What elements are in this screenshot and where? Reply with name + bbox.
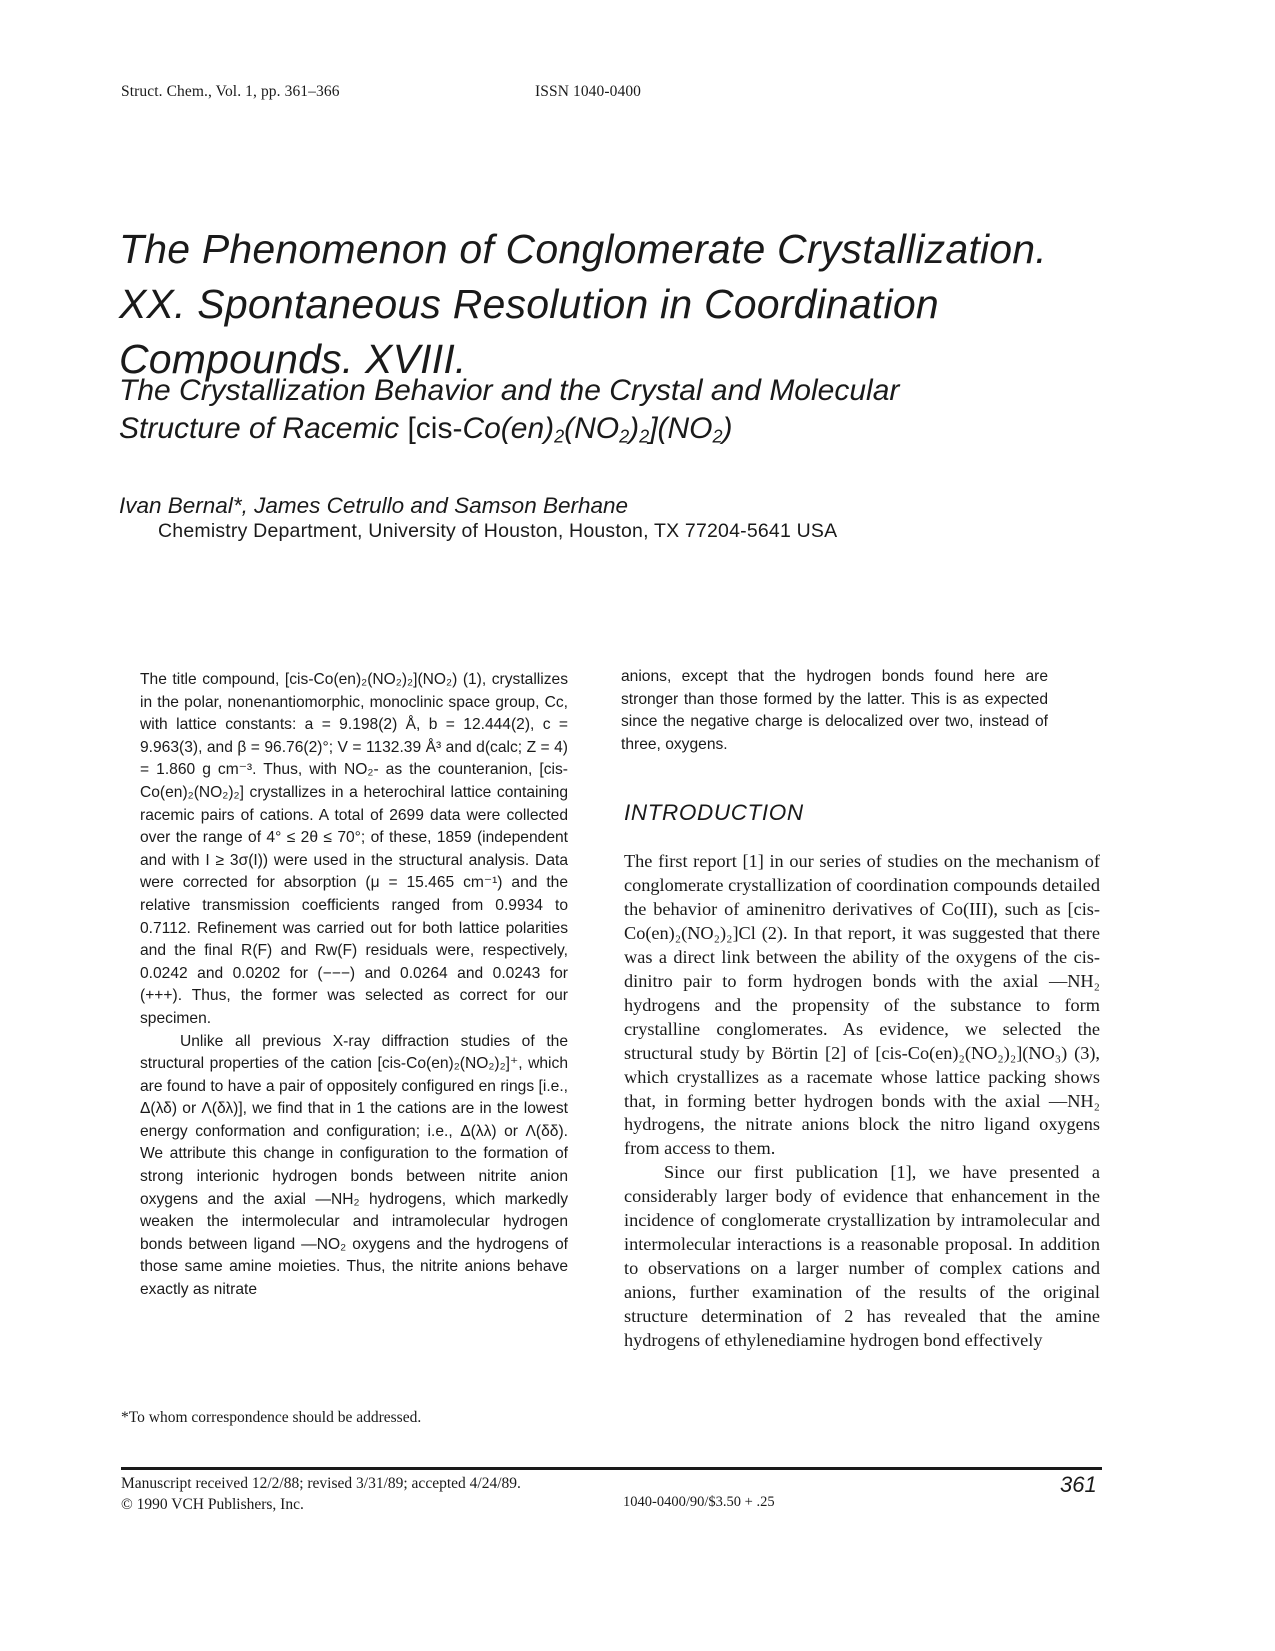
footer-dates bbox=[121, 1473, 521, 1515]
formula-part: ) bbox=[629, 412, 640, 445]
formula-subscript: 2 bbox=[639, 426, 650, 447]
formula-part: [cis- bbox=[407, 412, 463, 445]
formula-subscript: 2 bbox=[554, 426, 565, 447]
page-number: 361 bbox=[1060, 1472, 1097, 1497]
abstract-column-right bbox=[621, 666, 1048, 756]
formula-part: Co(en) bbox=[462, 412, 555, 445]
formula-subscript: 2 bbox=[619, 426, 630, 447]
footer-rule bbox=[121, 1467, 1102, 1470]
abstract-paragraph-3: anions, except that the hydrogen bonds found here are stronger than those formed by the latter. This is as expected since the negative charge is delocalized over two, instead of three, oxygens. bbox=[621, 668, 1048, 753]
title-line-2: XX. Spontaneous Resolution in Coordination bbox=[119, 281, 939, 327]
article-code: 1040-0400/90/$3.50 + .25 bbox=[623, 1494, 775, 1510]
formula-subscript: 2 bbox=[712, 426, 723, 447]
introduction-paragraph-2: Since our first publication [1], we have presented a considerably larger body of evidence that enhancement in the incidence of conglomerate crystallization by intramolecular and intermolecular interactions is a reasonable proposal. In addition to observations on a larger number of complex cations and anions, further examination of the results of the original structure determination of 2 has revealed that the amine hydrogens of ethylenediamine hydrogen bond effectively bbox=[624, 1162, 1100, 1351]
journal-citation: Struct. Chem., Vol. 1, pp. 361–366 bbox=[121, 83, 340, 100]
author-list: Ivan Bernal*, James Cetrullo and Samson Berhane bbox=[119, 493, 629, 518]
subtitle-line-2 bbox=[119, 410, 1159, 448]
copyright: © 1990 VCH Publishers, Inc. bbox=[121, 1496, 304, 1513]
subtitle-line-1: The Crystallization Behavior and the Crystal and Molecular bbox=[119, 374, 900, 407]
manuscript-dates: Manuscript received 12/2/88; revised 3/31/89; accepted 4/24/89. bbox=[121, 1475, 521, 1492]
introduction-paragraph-1: The first report [1] in our series of studies on the mechanism of conglomerate crystallization of coordination compounds detailed the behavior of aminenitro derivatives of Co(III), such as [cis-Co(en)₂(NO₂)₂]Cl (2). In that report, it was suggested that there was a direct link between the ability of the oxygens of the cis-dinitro pair to form hydrogen bonds with the axial —NH₂ hydrogens and the propensity of the substance to form crystalline conglomerates. As evidence, we selected the structural study by Börtin [2] of [cis-Co(en)₂(NO₂)₂](NO₃) (3), which crystallizes as a racemate whose lattice packing shows that, in forming better hydrogen bonds with the axial —NH₂ hydrogens, the nitrate anions block the nitro ligand oxygens from access to them. bbox=[624, 851, 1100, 1159]
formula-part: (NO bbox=[564, 412, 620, 445]
abstract-paragraph-2: Unlike all previous X-ray diffraction studies of the structural properties of the cation [cis-Co(en)₂(NO₂)₂]⁺, which are found to have a pair of oppositely configured en rings [i.e., Δ(λδ) or Λ(δλ)], we find that in 1 the cations are in the lowest energy conformation and configuration; i.e., Δ(λλ) or Λ(δδ). We attribute this change in configuration to the formation of strong interionic hydrogen bonds between nitrite anion oxygens and the axial —NH₂ hydrogens, which markedly weaken the intermolecular and intramolecular hydrogen bonds between ligand —NO₂ oxygens and the hydrogens of those same amine moieties. Thus, the nitrite anions behave exactly as nitrate bbox=[140, 1032, 568, 1299]
issn: ISSN 1040-0400 bbox=[535, 83, 642, 100]
subtitle-prefix: Structure of Racemic bbox=[119, 412, 408, 445]
title-line-3: Compounds. XVIII. bbox=[119, 336, 467, 382]
introduction-body bbox=[624, 850, 1100, 1353]
title-line-1: The Phenomenon of Conglomerate Crystallization. bbox=[119, 226, 1047, 272]
formula-part: ) bbox=[722, 412, 733, 445]
abstract-column-left bbox=[140, 669, 568, 1302]
section-heading-introduction: INTRODUCTION bbox=[624, 800, 804, 825]
paper-subtitle bbox=[119, 372, 1159, 448]
formula-part: ](NO bbox=[649, 412, 713, 445]
paper-title bbox=[119, 222, 1159, 387]
affiliation: Chemistry Department, University of Houston, Houston, TX 77204-5641 USA bbox=[158, 520, 838, 542]
abstract-paragraph-1: The title compound, [cis-Co(en)₂(NO₂)₂](NO₂) (1), crystallizes in the polar, nonenantiomorphic, monoclinic space group, Cc, with lattice constants: a = 9.198(2) Å, b = 12.444(2), c = 9.963(3), and β = 96.76(2)°; V = 1132.39 Å³ and d(calc; Z = 4) = 1.860 g cm⁻³. Thus, with NO₂- as the counteranion, [cis-Co(en)₂(NO₂)₂] crystallizes in a heterochiral lattice containing racemic pairs of cations. A total of 2699 data were collected over the range of 4° ≤ 2θ ≤ 70°; of these, 1859 (independent and with I ≥ 3σ(I)) were used in the structural analysis. Data were corrected for absorption (μ = 15.465 cm⁻¹) and the relative transmission coefficients ranged from 0.9934 to 0.7112. Refinement was carried out for both lattice polarities and the final R(F) and Rw(F) residuals were, respectively, 0.0242 and 0.0202 for (−−−) and 0.0264 and 0.0243 for (+++). Thus, the former was selected as correct for our specimen. bbox=[140, 671, 568, 1027]
correspondence-footnote: *To whom correspondence should be addressed. bbox=[121, 1409, 422, 1426]
